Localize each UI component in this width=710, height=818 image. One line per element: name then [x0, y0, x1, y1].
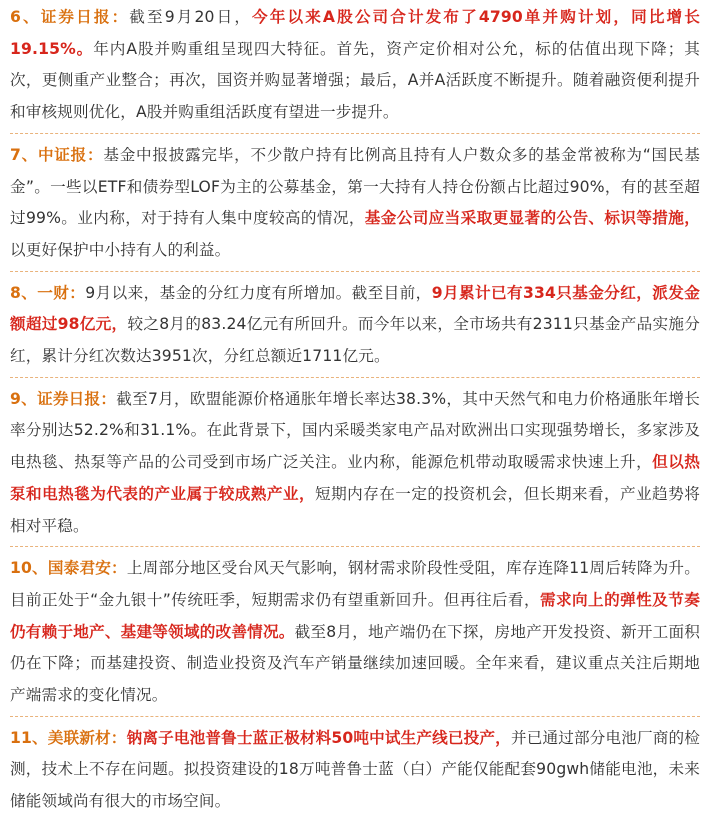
item-number: 7、 [10, 145, 38, 164]
item-source: 证券日报： [40, 8, 130, 26]
separator [10, 271, 700, 273]
item-number: 11、 [10, 728, 48, 747]
item-highlight: 今年以来A股公司合计发布了4790单并购计划，同比增长19.15%。 [10, 8, 700, 58]
item-text: 截至9月20日， [129, 8, 253, 26]
item-source: 美联新材： [47, 728, 127, 747]
news-item-10 [10, 553, 700, 712]
separator [10, 716, 700, 718]
news-item-7 [10, 140, 700, 267]
item-highlight: 钠离子电池普鲁士蓝正极材料50吨中试生产线已投产， [126, 728, 511, 747]
item-number: 9、 [10, 389, 37, 408]
item-source: 国泰君安： [47, 559, 127, 578]
news-item-8 [10, 278, 700, 373]
item-highlight: 需求向上的弹性及节奏仍有赖于地产、基建等领域的改善情况。 [10, 590, 700, 641]
item-text: 较之8月的83.24亿元有所回升。而今年以来，全市场共有2311只基金产品实施分红，累计分红次数达3951次，分红总额近1711亿元。 [10, 315, 701, 366]
item-text: 年内A股并购重组呈现四大特征。首先，资产定价相对公允，标的估值出现下降；其次，更侧重产业整合；再次，国资并购显著增强；最后，A并A活跃度不断提升。随着融资便利提升和审核规则优化，A股并购重组活跃度有望进一步提升。 [10, 39, 701, 122]
item-highlight: 但以热泵和电热毯为代表的产业属于较成熟产业， [10, 453, 700, 503]
item-text: 基金中报披露完毕，不少散户持有比例高且持有人户数众多的基金常被称为“国民基金”。一些以ETF和债券型LOF为主的公募基金，第一大持有人持仓份额占比超过90%，有的甚至超过99%。业内称，对于持有人集中度较高的情况， [10, 145, 700, 228]
separator [10, 133, 700, 135]
news-item-6 [10, 2, 700, 129]
separator [10, 546, 700, 548]
item-source: 证券日报： [36, 389, 117, 408]
item-source: 一财： [37, 283, 86, 302]
item-text: 截至8月，地产端仍在下探，房地产开发投资、新开工面积仍在下降；而基建投资、制造业投资及汽车产销量继续加速回暖。全年来看，建议重点关注后期地产端需求的变化情况。 [10, 622, 700, 705]
item-highlight: 9月累计已有334只基金分红，派发金额超过98亿元， [10, 283, 700, 334]
item-source: 中证报： [37, 145, 104, 164]
news-item-9 [10, 384, 700, 543]
item-text: 以更好保护中小持有人的利益。 [10, 240, 231, 259]
item-text: 9月以来，基金的分红力度有所增加。截至目前， [85, 283, 432, 302]
item-text: 上周部分地区受台风天气影响，钢材需求阶段性受阻，库存连降11周后转降为升。目前正处于“金九银十”传统旺季，短期需求仍有望重新回升。但再往后看， [10, 559, 700, 609]
item-text: 截至7月，欧盟能源价格通胀年增长率达38.3%，其中天然气和电力价格通胀年增长率分别达52.2%和31.1%。在此背景下，国内采暖类家电产品对欧洲出口实现强势增长，多家涉及电热毯、热泵等产品的公司受到市场广泛关注。业内称，能源危机带动取暖需求快速上升， [10, 389, 700, 472]
item-highlight: 基金公司应当采取更显著的公告、标识等措施， [364, 209, 700, 228]
news-item-11 [10, 723, 700, 818]
item-text: 并已通过部分电池厂商的检测，技术上不存在问题。拟投资建设的18万吨普鲁士蓝（白）产能仅能配套90gwh储能电池，未来储能领域尚有很大的市场空间。 [10, 728, 700, 811]
separator [10, 377, 700, 379]
item-text: 短期内存在一定的投资机会，但长期来看，产业趋势将相对平稳。 [10, 484, 700, 535]
item-number: 6、 [10, 8, 41, 26]
item-number: 8、 [10, 283, 38, 302]
item-number: 10、 [10, 559, 48, 578]
